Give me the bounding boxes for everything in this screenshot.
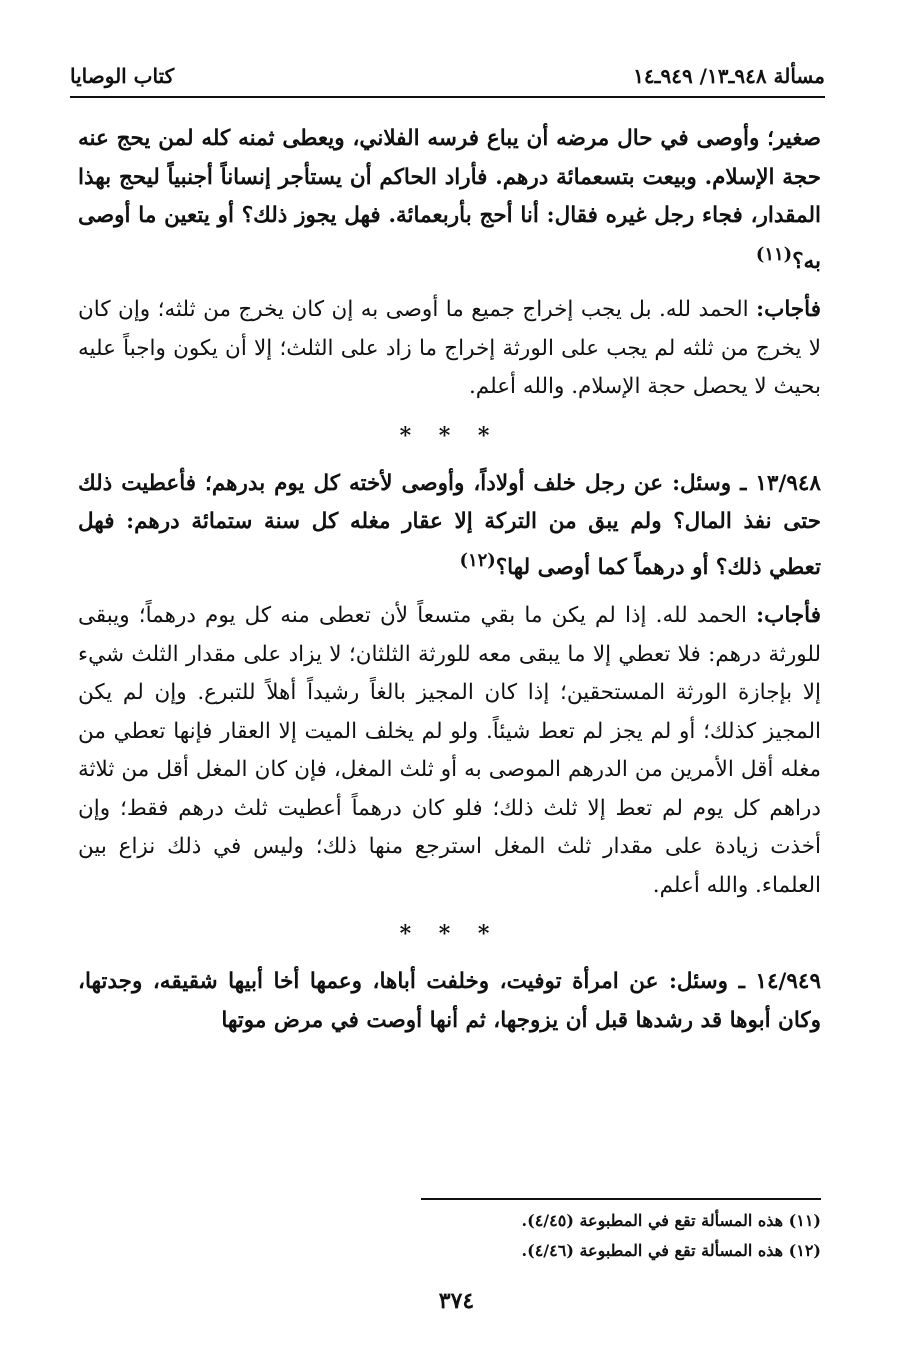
question-text: عن امرأة توفيت، وخلفت أباها، وعمها أخا أبيها شقيقه، وجدتها، وكان أبوها قد رشدها قبل أن يزوجها، ثم أنها أوصت في مرض موتها bbox=[78, 969, 821, 1033]
question-continuation bbox=[78, 120, 821, 281]
question-number: ١٤/٩٤٩ bbox=[755, 969, 821, 995]
running-header bbox=[70, 56, 825, 98]
footnote-divider bbox=[421, 1198, 821, 1200]
footnote: (١١) هذه المسألة تقع في المطبوعة (٤/٤٥). bbox=[521, 1211, 821, 1230]
answer-lead: فأجاب: bbox=[756, 603, 821, 629]
answer-paragraph bbox=[78, 291, 821, 407]
section-separator: * * * bbox=[399, 422, 500, 449]
answer-paragraph bbox=[78, 597, 821, 905]
question-number: ١٣/٩٤٨ bbox=[755, 470, 821, 496]
footnote: (١٢) هذه المسألة تقع في المطبوعة (٤/٤٦). bbox=[521, 1241, 821, 1260]
spacer bbox=[78, 587, 821, 597]
question-text: صغير؛ وأوصى في حال مرضه أن يباع فرسه الفلاني، ويعطى ثمنه كله لمن يحج عنه حجة الإسلام. وبيعت بتسعمائة درهم. فأراد الحاكم أن يستأجر إنساناً أجنبياً ليحج بهذا المقدار، فجاء رجل غيره فقال: أنا أحج بأربعمائة. فهل يجوز ذلك؟ أو يتعين ما أوصى به؟ bbox=[78, 126, 821, 274]
footnotes bbox=[78, 1198, 821, 1266]
book-title: كتاب الوصايا bbox=[70, 64, 175, 88]
question-paragraph bbox=[78, 465, 821, 588]
answer-lead: فأجاب: bbox=[756, 297, 822, 323]
question-text: عن رجل خلف أولاداً، وأوصى لأخته كل يوم بدرهم؛ فأعطيت ذلك حتى نفذ المال؟ ولم يبق من التركة إلا عقار مغله كل سنة ستمائة درهم: فهل تعطي ذلك؟ أو درهماً كما أوصى لها؟ bbox=[78, 470, 821, 580]
footnote-ref: (١١) bbox=[755, 243, 793, 265]
question-paragraph bbox=[78, 963, 821, 1040]
answer-text: الحمد لله. إذا لم يكن ما بقي متسعاً لأن تعطى منه كل يوم درهماً؛ ويبقى للورثة درهم: فلا تعطي إلا ما يبقى معه للورثة الثلثان؛ لا يزاد على مقدار الثلث شيء إلا بإجازة الورثة المستحقين؛ إذا كان المجيز بالغاً رشيداً أهلاً للتبرع. وإن لم يكن المجيز كذلك؛ أو لم يجز لم تعط شيئاً. ولو لم يخلف الميت إلا العقار فإنها تعطي من مغله أقل الأمرين من الدرهم الموصى به أو ثلث المغل، فإن كان المغل أقل من ثلاثة دراهم كل يوم لم تعط إلا ثلث ذلك؛ فلو كان درهماً أعطيت ثلث درهم فقط؛ وإن أخذت زيادة على مقدار ثلث المغل استرجع منها ذلك؛ وليس في ذلك نزاع بين العلماء. والله أعلم. bbox=[78, 603, 821, 898]
spacer bbox=[78, 281, 821, 291]
section-separator: * * * bbox=[399, 921, 500, 948]
page-number: ٣٧٤ bbox=[438, 1288, 475, 1314]
question-lead: ـ وسئل: bbox=[672, 470, 747, 496]
answer-text: الحمد لله. بل يجب إخراج جميع ما أوصى به إن كان يخرج من ثلثه؛ وإن كان لا يخرج من ثلثه لم يجب على الورثة إخراج ما زاد على الثلث؛ إلا أن يكون واجباً عليه بحيث لا يحصل حجة الإسلام. والله أعلم. bbox=[78, 297, 821, 400]
issue-range: مسألة ٩٤٨ـ١٣/ ٩٤٩ـ١٤ bbox=[633, 64, 825, 88]
main-text bbox=[78, 120, 821, 1040]
footnote-ref: (١٢) bbox=[459, 549, 496, 571]
question-lead: ـ وسئل: bbox=[668, 969, 745, 995]
